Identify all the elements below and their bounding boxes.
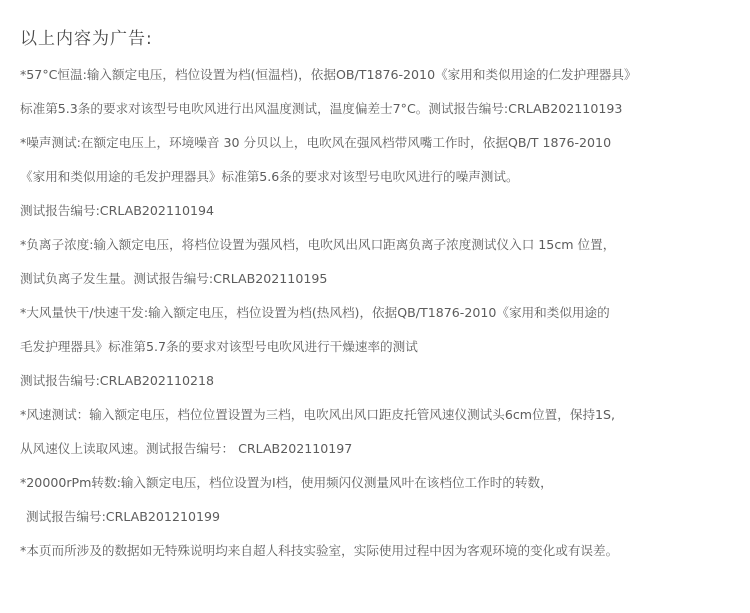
text-line: *噪声测试:在额定电压上，环境噪音 30 分贝以上，电吹风在强风档带风嘴工作时，依据QB/T 1876-2010 (20, 135, 612, 150)
text-line: *大风量快干/快速干发:输入额定电压，档位设置为档(热风档)，依据QB/T1876-2010《家用和类似用途的 (20, 305, 610, 320)
text-line: 毛发护理器具》标准第5.7条的要求对该型号电吹风进行干燥速率的测试 (20, 339, 418, 354)
text-line: *风速测试：输入额定电压，档位位置设置为三档，电吹风出风口距皮托管风速仪测试头6cm位置，保持1S, (20, 407, 616, 422)
text-line: 测试报告编号:CRLAB201210199 (26, 509, 221, 524)
text-line: 从风速仪上读取风速。测试报告编号： CRLAB202110197 (20, 441, 353, 456)
text-line: *57°C恒温:输入额定电压，档位设置为档(恒温档)，依据OB/T1876-2010《家用和类似用途的仁发护理器具》 (20, 67, 637, 82)
text-line: *20000rPm转数:输入额定电压，档位设置为I档，使用频闪仪测量风叶在该档位工作时的转数， (20, 475, 553, 490)
text-line: 测试报告编号:CRLAB202110194 (20, 203, 215, 218)
page-heading: 以上内容为广告: (20, 29, 153, 49)
text-line: 《家用和类似用途的毛发护理器具》标准第5.6条的要求对该型号电吹风进行的噪声测试。 (20, 169, 519, 184)
text-line: 标准第5.3条的要求对该型号电吹风进行出风温度测试，温度偏差士7°C。测试报告编号:CRLAB202110193 (20, 101, 623, 116)
text-line: 测试负离子发生量。测试报告编号:CRLAB202110195 (20, 271, 328, 286)
text-line: *负离子浓度:输入额定电压，将档位设置为强风档，电吹风出风口距离负离子浓度测试仪入口 15cm 位置， (20, 237, 616, 252)
text-line: 测试报告编号:CRLAB202110218 (20, 373, 215, 388)
text-line: *本页而所涉及的数据如无特殊说明均来自超人科技实验室，实际使用过程中因为客观环境的变化或有误差。 (20, 543, 619, 558)
